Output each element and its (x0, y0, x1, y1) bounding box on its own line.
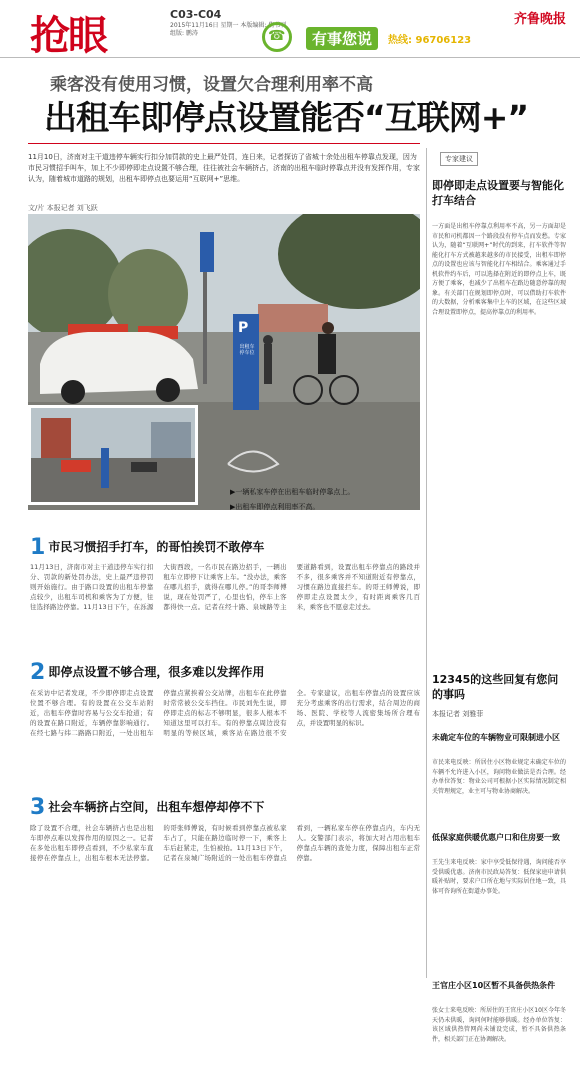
section-2-body: 在采访中记者发现，不少即停即走点设置位置不够合理。有的设置在公交车站附近，出租车停靠时容易与公交车抢道；有的设置在路口附近，车辆停靠影响通行。在经七路与纬二路路口附近，一处出租车停靠点紧挨着公交站牌，出租车在此停靠时常常被公交车挡住。市民刘先生说，即停即走点的标志不够明显，很多人根本不知道这里可以打车。有的停靠点周边没有明显的等候区域，乘客站在路边很不安全。专家建议，出租车停靠点的设置应该充分考虑乘客的出行需求，结合周边的商场、医院、学校等人流密集场所合理布点，并设置明显的标识。 (30, 689, 420, 737)
qa-item-1-body: 市民来电反映：所居住小区物业规定未确定车位的车辆不允许进入小区，询问物业做法是否合理。经办单位答复：物业公司可根据小区实际情况制定相关管理规定，业主可与物业协商解决。 (432, 759, 566, 795)
section-3-body: 除了设置不合理，社会车辆挤占也是出租车即停点难以发挥作用的原因之一。记者在多处出租车即停点看到，不少私家车直接停在停靠点上，出租车根本无法停靠。的哥张师傅说，有时候看到停靠点被私家车占了，只能在路边临时停一下，乘客上车后赶紧走，生怕被拍。11月13日下午，记者在泉城广场附近的一处出租车停靠点看到，一辆私家车停在停靠点内，车内无人。交警部门表示，将加大对占用出租车停靠点车辆的查处力度，保障出租车正常停靠。 (30, 824, 420, 862)
phone-icon: ☎ (268, 28, 286, 44)
qa-section-title: 12345的这些回复有您问的事吗 (432, 673, 559, 701)
dateline: 2015年11月16日 星期一 本版编辑: 焦书刊 组版: 鹏涛 (170, 22, 287, 37)
qa-byline: 本报记者 刘雅菲 (432, 710, 484, 718)
masthead (0, 0, 580, 58)
page-numbers: C03-C04 (170, 8, 222, 21)
hotline-label: 有事您说 (306, 27, 378, 50)
section-1-title: 1 市民习惯招手打车，的哥怕挨罚不敢停车 (30, 535, 265, 560)
sidebar-headline: 即停即走点设置要与智能化打车结合 (432, 179, 564, 207)
photo-caption-1: ▶一辆私家车停在出租车临时停靠点上。 (230, 488, 355, 496)
article-lead: 11月10日，济南对主干道违停车辆实行扣分加罚款的史上最严处罚，连日来，记者探访了省城十余处出租车停靠点发现，因为市民习惯招手叫车，加上不少即停即走点设置不够合理，往往被社会车辆挤占，济南的出租车临时停靠点并没有发挥作用，专家认为，随着城市道路的规划，出租车即停点也要运用“互联网+”思维。 (28, 153, 420, 183)
article-byline: 文/片 本报记者 刘飞跃 (28, 204, 98, 212)
inset-street-image (31, 408, 195, 502)
qa-item-2-title: 低保家庭供暖优惠户口和住房要一致 (432, 833, 560, 842)
sign-text: 出租车停车位 (239, 344, 255, 356)
hotline-banner (262, 24, 580, 50)
sidebar-body: 一方面是出租车停靠点利用率不高，另一方面却是市民和司机都因一个路段没有停车点而发愁。专家认为，随着“互联网+”时代的到来，打车软件等智能化打车方式被越来越多的市民接受，出租车即停点的设置也应该与智能化打车相结合。乘客通过手机软件约车后，可以选择在附近的即停点上车，既方便了乘客，也减少了出租车在路边随意停靠的现象。有关部门在规划即停点时，可以借助打车软件的大数据，分析乘客集中上车的区域，在这些区域合理设置即停点，提高停靠点的利用率。 (432, 223, 566, 316)
section-2-title: 2 即停点设置不够合理，很多难以发挥作用 (30, 660, 265, 685)
paper-name: 齐鲁晚报 (513, 12, 566, 27)
headline-divider (28, 143, 420, 144)
sidebar (432, 148, 566, 1043)
sidebar-tag: 专家建议 (440, 152, 478, 166)
hotline-number: 热线: 96706123 (388, 35, 472, 46)
qa-item-3-title: 王官庄小区10区暂不具备供热条件 (432, 981, 556, 990)
inset-photo (28, 405, 198, 505)
photo-caption-2: ▶出租车即停点利用率不高。 (230, 503, 320, 511)
column-divider (426, 148, 427, 978)
section-1-body: 11月13日，济南市对主干道违停车实行扣分、罚款的新处罚办法，史上最严违停罚则开始施行。由于路口设置的出租车停靠点较少，出租车司机和乘客为了方便，往往选择路边停靠。11月13日下午，在泺源大街西段，一名市民在路边招手，一辆出租车立即停下让乘客上车。“没办法，乘客在哪儿招手，就得在哪儿停。”的哥李师傅说，现在处罚严了，心里也怕，停车上客都得快一点。记者在经十路、泉城路等主要道路看到，设置出租车停靠点的路段并不多，很多乘客并不知道附近有停靠点，习惯在路边直接拦车。的哥王师傅说，即停即走点设置太少，有时距离乘客几百米，乘客也不愿意走过去。 (30, 563, 420, 611)
article-subhead: 乘客没有使用习惯，设置欠合理利用率不高 (50, 75, 373, 95)
section-3-title: 3 社会车辆挤占空间，出租车想停却停不下 (30, 795, 265, 820)
qa-item-1-title: 未确定车位的车辆物业可限制进小区 (432, 733, 560, 742)
svg-text:P: P (238, 320, 249, 336)
qa-item-3-body: 张女士来电反映：所居住的王官庄小区10区今年冬天仍未供暖，询问何时能够供暖。经办单位答复：该区域供热管网尚未铺设完成，暂不具备供热条件，相关部门正在协调解决。 (432, 1007, 566, 1043)
photo-captions (230, 485, 354, 515)
qa-item-2-body: 王先生来电反映：家中享受低保待遇，询问能否享受供暖优惠。济南市民政局答复：低保家庭申请供暖补贴时，要求户口所在地与实际居住地一致，具体可咨询所在街道办事处。 (432, 859, 566, 895)
section-logo: 抢眼 (30, 12, 106, 59)
article-headline: 出租车即停点设置能否“互联网+” (44, 98, 529, 137)
